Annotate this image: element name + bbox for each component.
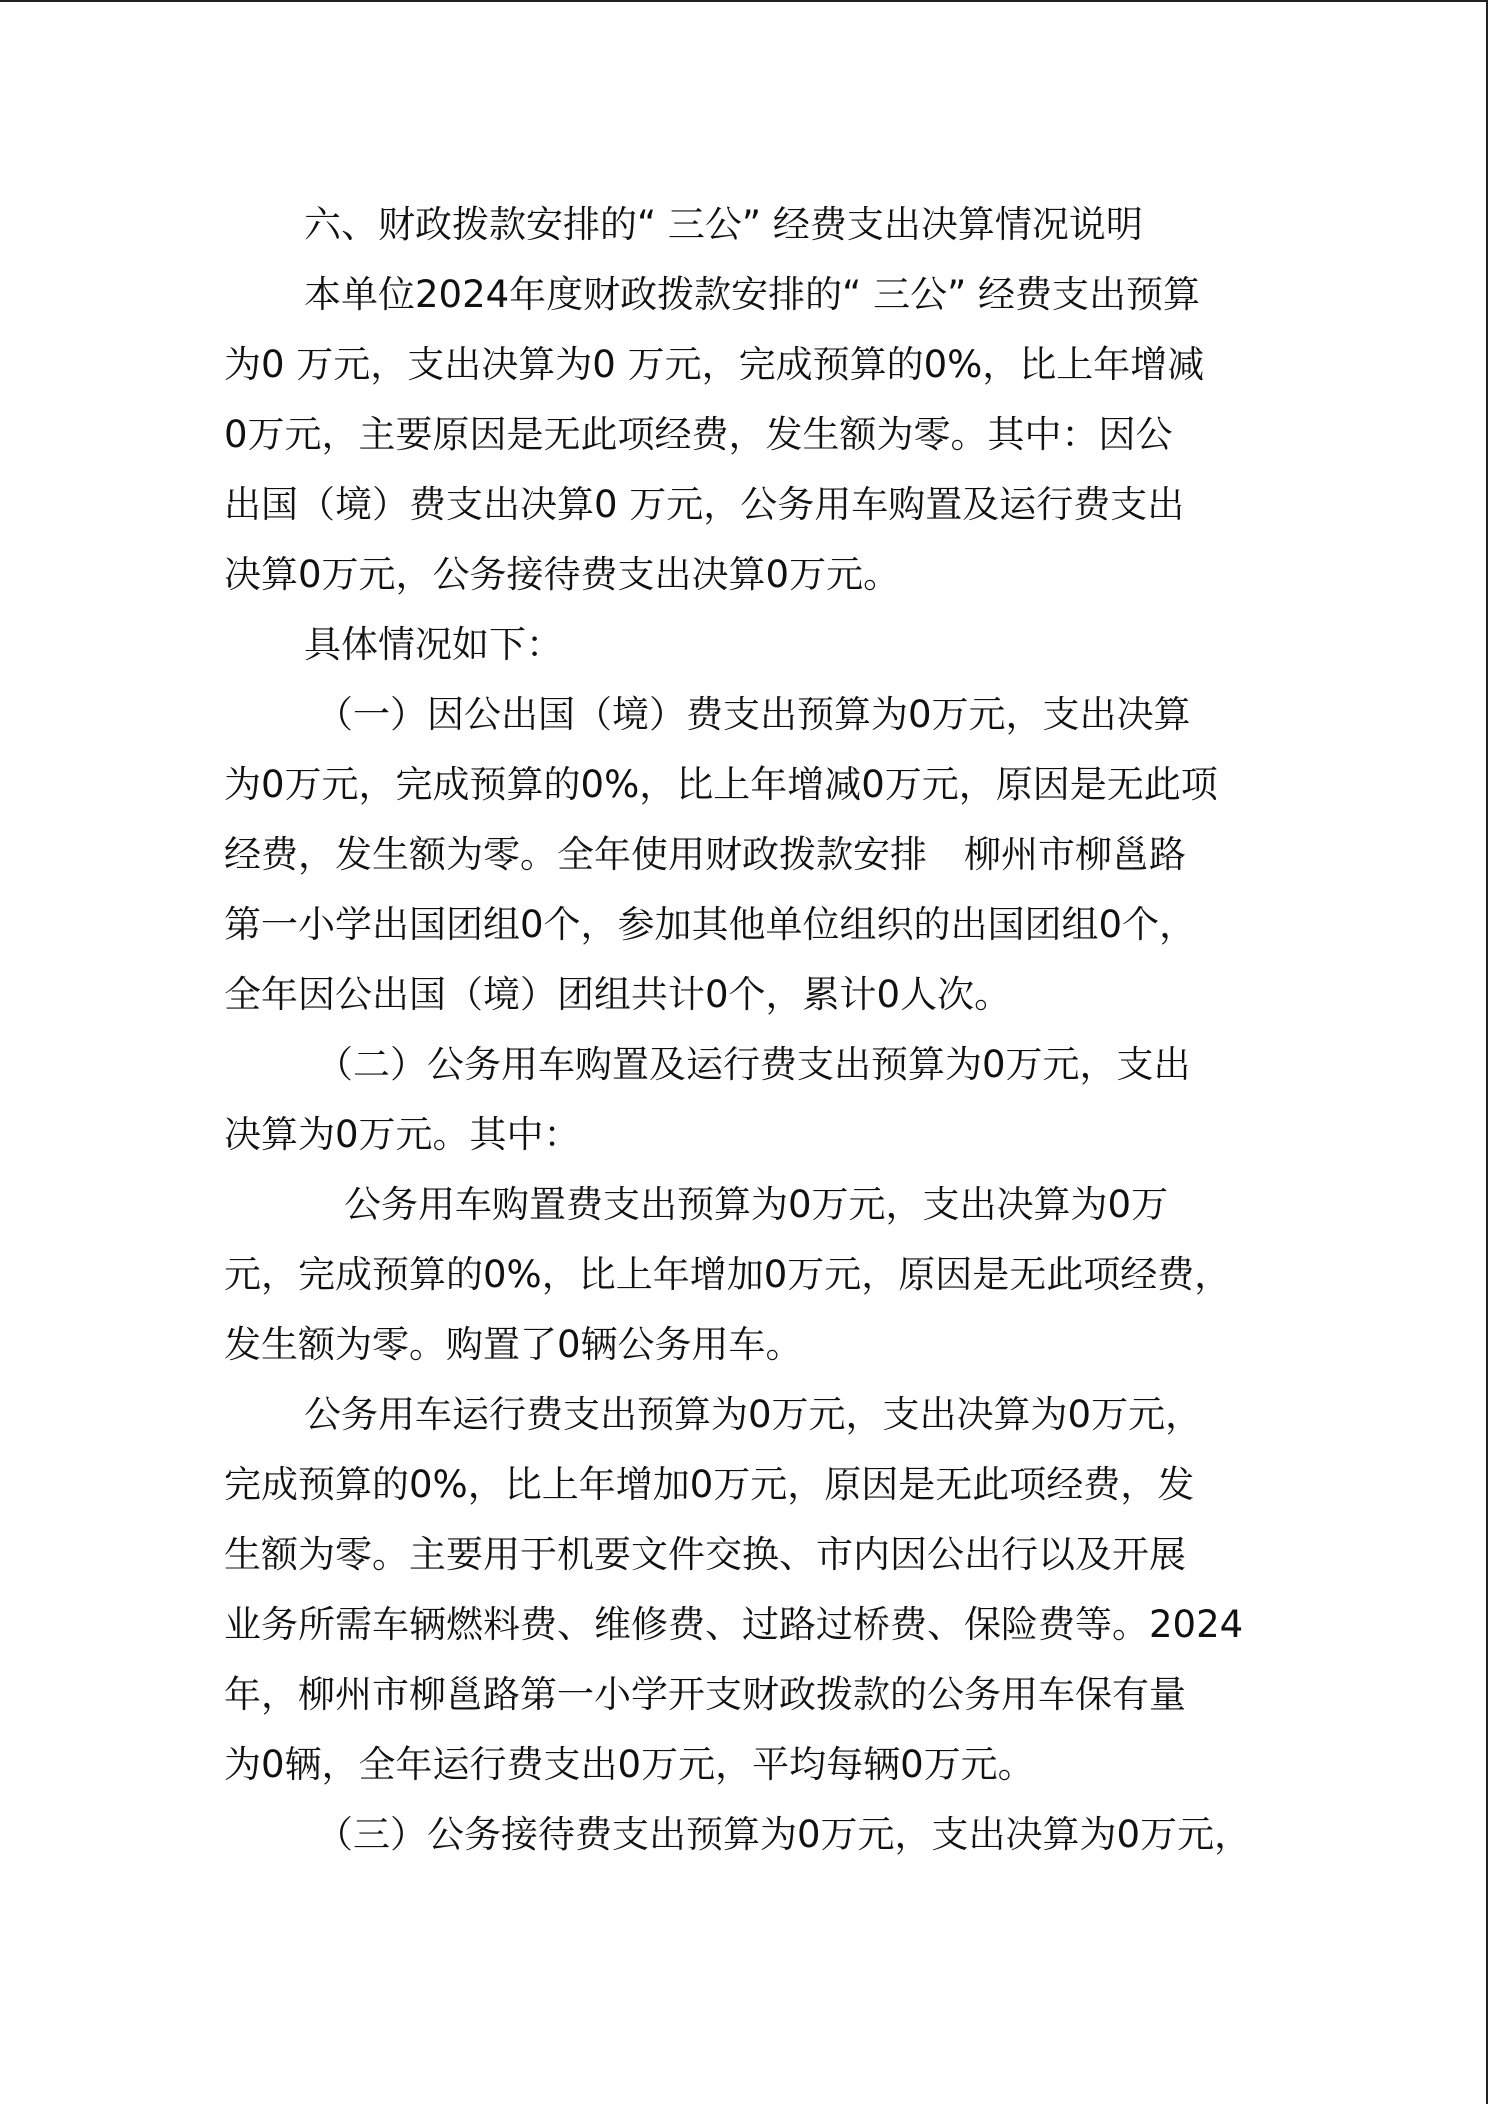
text-line: （二）公务用车购置及运行费支出预算为0万元，支出 <box>316 1043 1191 1086</box>
text-line: （一）因公出国（境）费支出预算为0万元，支出决算 <box>316 693 1191 736</box>
text-line: 业务所需车辆燃料费、维修费、过路过桥费、保险费等。2024 <box>224 1603 1244 1646</box>
text-line: 完成预算的0%，比上年增加0万元，原因是无此项经费，发 <box>224 1463 1195 1506</box>
text-line: 决算为0万元。其中： <box>224 1113 581 1156</box>
text-line: 为0辆，全年运行费支出0万元，平均每辆0万元。 <box>224 1743 1035 1786</box>
text-line: 公务用车运行费支出预算为0万元，支出决算为0万元， <box>304 1393 1203 1436</box>
text-line: 为0 万元，支出决算为0 万元，完成预算的0%，比上年增减 <box>224 343 1205 386</box>
text-line: 第一小学出国团组0个，参加其他单位组织的出国团组0个， <box>224 903 1197 946</box>
text-line: 公务用车购置费支出预算为0万元，支出决算为0万 <box>344 1183 1169 1226</box>
text-line: （三）公务接待费支出预算为0万元，支出决算为0万元， <box>316 1813 1252 1856</box>
text-line: 元，完成预算的0%，比上年增加0万元，原因是无此项经费， <box>224 1253 1232 1296</box>
text-line: 为0万元，完成预算的0%，比上年增减0万元，原因是无此项 <box>224 763 1218 806</box>
text-line: 年，柳州市柳邕路第一小学开支财政拨款的公务用车保有量 <box>224 1673 1186 1716</box>
text-line: 全年因公出国（境）团组共计0个，累计0人次。 <box>224 973 1012 1016</box>
text-line: 具体情况如下： <box>304 623 563 666</box>
text-line: 发生额为零。购置了0辆公务用车。 <box>224 1323 803 1366</box>
text-line: 本单位2024年度财政拨款安排的“ 三公” 经费支出预算 <box>304 273 1201 316</box>
document-body <box>224 190 1264 1870</box>
text-line: 0万元，主要原因是无此项经费，发生额为零。其中：因公 <box>224 413 1173 456</box>
text-line: 六、财政拨款安排的“ 三公” 经费支出决算情况说明 <box>304 203 1143 246</box>
text-line: 生额为零。主要用于机要文件交换、市内因公出行以及开展 <box>224 1533 1186 1576</box>
text-line: 出国（境）费支出决算0 万元，公务用车购置及运行费支出 <box>224 483 1185 526</box>
text-line: 经费，发生额为零。全年使用财政拨款安排 柳州市柳邕路 <box>224 833 1186 876</box>
text-line: 决算0万元，公务接待费支出决算0万元。 <box>224 553 901 596</box>
